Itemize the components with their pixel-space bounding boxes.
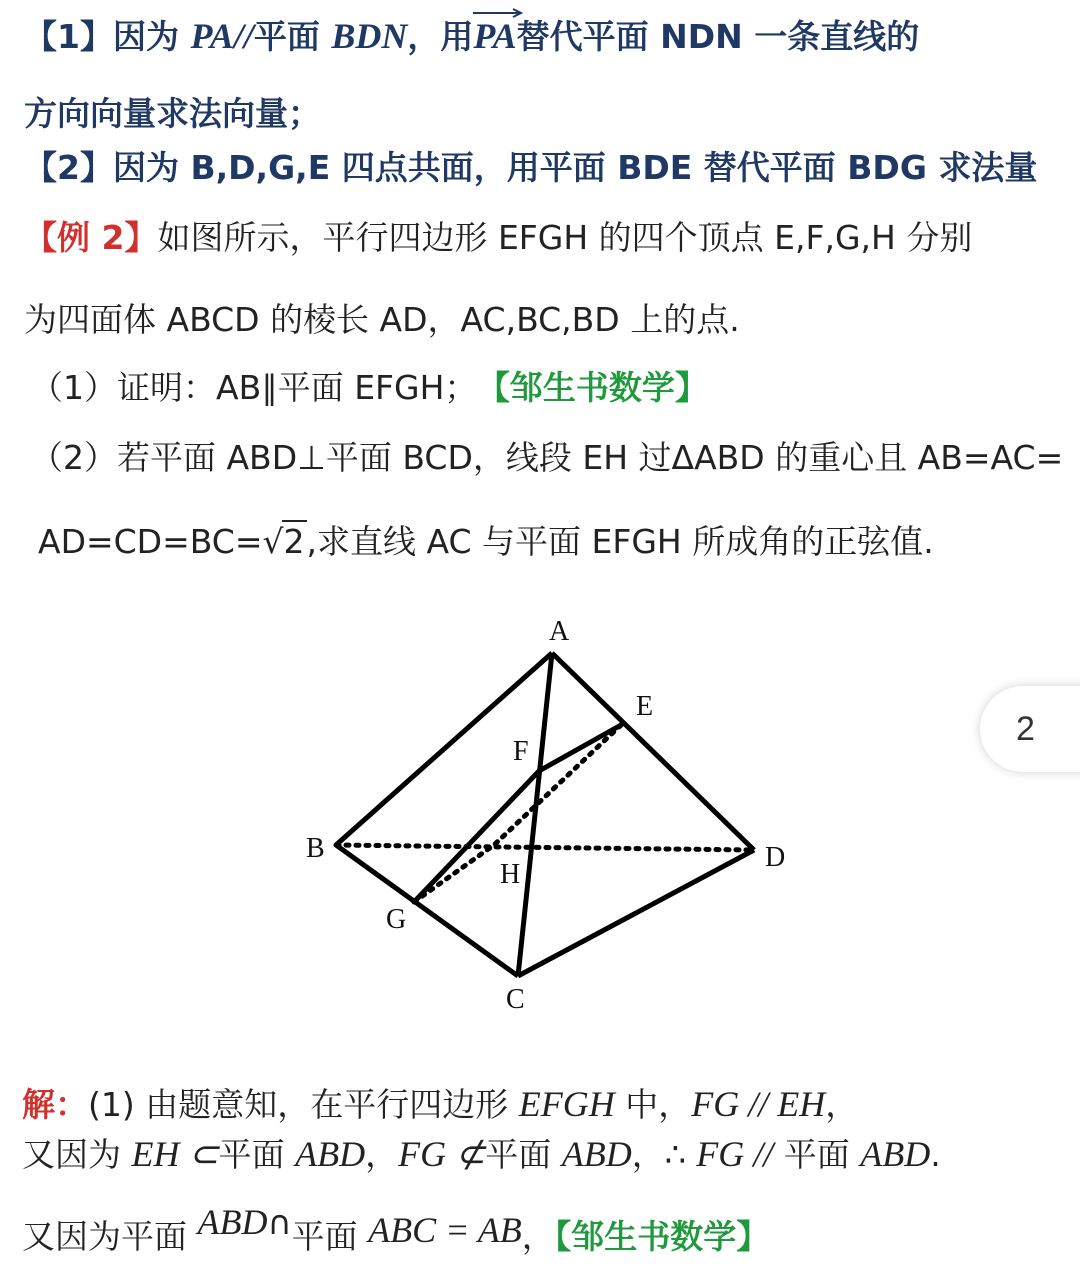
label-g: G (386, 904, 407, 935)
sqrt-radicand: 2 (283, 522, 305, 561)
math-abd: ABD (860, 1134, 931, 1174)
text: （2）若平面 ABD⊥平面 BCD，线段 EH 过ΔABD 的重心且 AB=AC= (30, 438, 1064, 477)
math-abc-eq-ab: ABC = AB (368, 1210, 522, 1250)
text: ， (825, 1085, 859, 1124)
math-eh-subset: EH ⊂ (131, 1134, 219, 1174)
segment-fg (414, 771, 539, 902)
text: 为四面体 ABCD 的棱长 AD，AC,BC,BD 上的点. (24, 300, 740, 339)
question-2 (30, 438, 1063, 478)
math-fg-parallel: FG // (696, 1134, 774, 1174)
text: 又因为平面 (22, 1217, 198, 1256)
question-2-cont (38, 520, 934, 562)
page-number: 2 (1016, 709, 1035, 748)
text: 平面 (485, 1135, 562, 1174)
math-pa: PA (190, 16, 234, 56)
text: ，∴ (631, 1135, 697, 1174)
label-f: F (513, 736, 529, 767)
text: 【2】因为 B,D,G,E 四点共面，用平面 BDE 替代平面 BDG 求法量 (24, 148, 1038, 187)
math-parallel: // (233, 16, 254, 56)
example-tag: 【例 2】 (24, 218, 158, 257)
text: 又因为 (22, 1135, 132, 1174)
text: 平面 (773, 1135, 861, 1174)
text: 如图所示，平行四边形 EFGH 的四个顶点 E,F,G,H 分别 (157, 218, 973, 257)
segment-gh-hidden (414, 845, 494, 902)
text: 【1】因为 (24, 17, 191, 56)
math-fg-notsubset: FG ⊄ (398, 1134, 486, 1174)
text: 方向向量求法向量； (24, 94, 321, 133)
math-intersection: ∩ (267, 1203, 292, 1242)
math-abd: ABD (561, 1134, 632, 1174)
brand-label: 【邹生书数学】 (493, 368, 708, 407)
edge-bc (336, 845, 521, 976)
solution-line-1 (22, 1084, 858, 1125)
segment-ef (539, 725, 621, 771)
vector-pa (473, 16, 516, 57)
text: ， (521, 1217, 555, 1256)
example-line-2 (24, 300, 740, 340)
text: 平面 (253, 17, 332, 56)
text: 替代平面 NDN 一条直线的 (516, 17, 920, 56)
text: ，用 (407, 17, 474, 56)
edge-ad (552, 653, 754, 850)
text: 平面 (218, 1135, 296, 1174)
solution-line-2 (22, 1134, 941, 1175)
math-efgh: EFGH (518, 1084, 615, 1124)
note-line-1 (24, 16, 919, 57)
math-abd: ABD (197, 1202, 268, 1242)
note-line-2 (24, 94, 321, 134)
text: (1) 由题意知，在平行四边形 (88, 1085, 519, 1124)
example-line-1 (24, 218, 972, 258)
question-1 (30, 368, 708, 408)
math-vec-pa: PA (473, 16, 517, 56)
text: ,求直线 AC 与平面 EFGH 所成角的正弦值. (306, 522, 934, 561)
edge-cd (518, 850, 754, 976)
vector-arrow-icon (473, 8, 523, 18)
text: 中， (614, 1085, 692, 1124)
solution-tag: 解： (22, 1085, 88, 1124)
text: 平面 (291, 1217, 369, 1256)
label-e: E (636, 691, 654, 722)
text: （1）证明：AB∥平面 EFGH； (30, 368, 478, 407)
text: AD=CD=BC= (38, 522, 263, 561)
math-abd: ABD (295, 1134, 366, 1174)
math-fg-eh: FG // EH (691, 1084, 826, 1124)
label-a: A (549, 616, 570, 647)
math-bdn: BDN (331, 16, 408, 56)
solution-line-3 (22, 1202, 770, 1257)
page-number-badge[interactable] (980, 686, 1080, 772)
label-b: B (306, 833, 325, 864)
label-d: D (765, 842, 786, 873)
text: ， (365, 1135, 399, 1174)
text: . (930, 1135, 941, 1174)
note-line-3 (24, 148, 1037, 188)
tetrahedron-figure (290, 600, 810, 1020)
brand-label: 【邹生书数学】 (554, 1217, 770, 1256)
label-h: H (500, 859, 521, 890)
edge-bd-hidden (336, 845, 754, 850)
label-c: C (506, 984, 525, 1015)
sqrt-symbol: √ (262, 522, 284, 561)
